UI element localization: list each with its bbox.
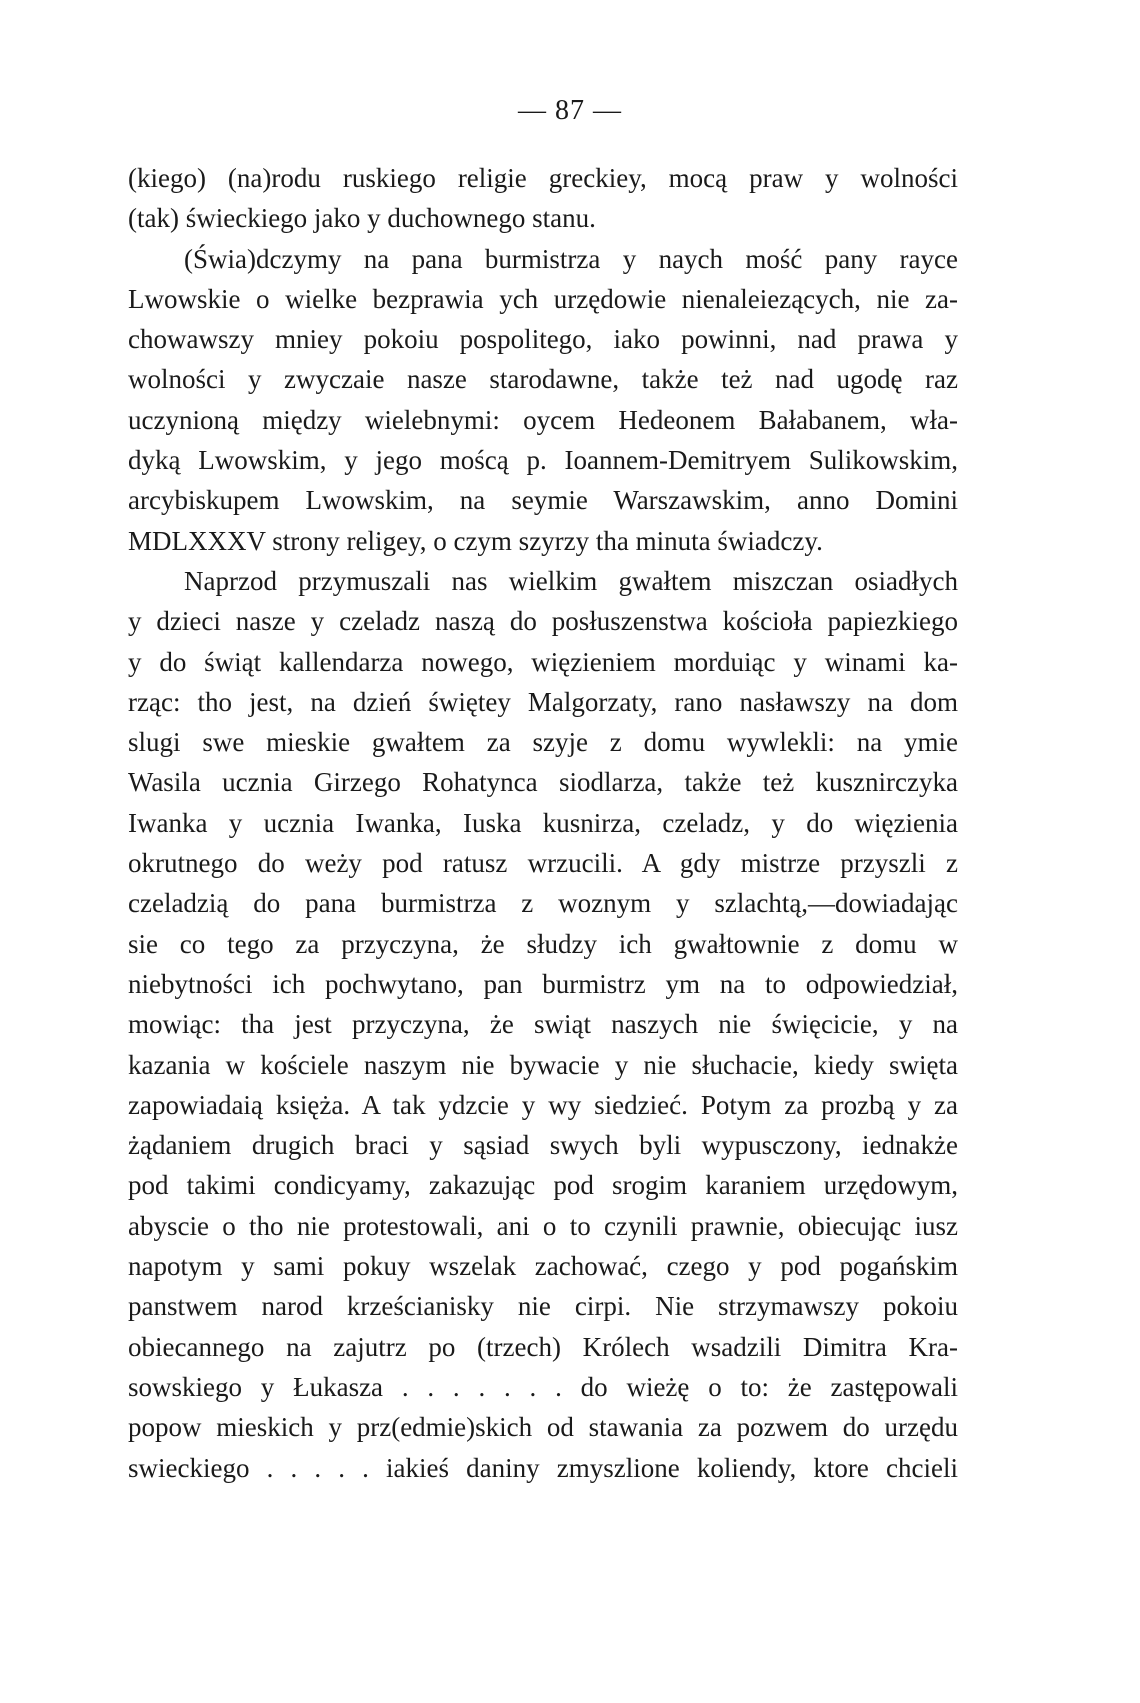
text-line: dyką Lwowskim, y jego moścą p. Ioannem-Demitryem Sulikowskim, bbox=[128, 445, 958, 476]
paragraph-start-line: Naprzod przymuszali nas wielkim gwałtem miszczan osiadłych bbox=[184, 565, 958, 596]
text-line: abyscie o tho nie protestowali, ani o to czynili prawnie, obiecując iusz bbox=[128, 1210, 958, 1241]
paragraph-start-line: (Świa)dczymy na pana burmistrza y naych mość pany rayce bbox=[184, 243, 958, 274]
text-line: sowskiego y Łukasza . . . . . . . do wieżę o to: że zastępowali bbox=[128, 1371, 958, 1402]
text-line: (kiego) (na)rodu ruskiego religie greckiey, mocą praw y wolności bbox=[128, 163, 958, 193]
page-number: — 87 — bbox=[518, 95, 622, 126]
text-line: arcybiskupem Lwowskim, na seymie Warszawskim, anno Domini bbox=[128, 485, 958, 516]
text-line: chowawszy mniey pokoiu pospolitego, iako powinni, nad prawa y bbox=[128, 324, 958, 355]
text-line: okrutnego do weży pod ratusz wrzucili. A gdy mistrze przyszli z bbox=[128, 848, 958, 879]
text-line: swieckiego . . . . . iakieś daniny zmyszlione koliendy, ktore chcieli bbox=[128, 1452, 958, 1483]
text-line: kazania w kościele naszym nie bywacie y nie słuchacie, kiedy swięta bbox=[128, 1049, 958, 1080]
text-line: uczynioną między wielebnymi: oycem Hedeonem Bałabanem, wła- bbox=[128, 404, 958, 435]
text-line: y dzieci nasze y czeladz naszą do posłuszenstwa kościoła papiezkiego bbox=[128, 606, 958, 637]
text-line: panstwem narod krześcianisky nie cirpi. Nie strzymawszy pokoiu bbox=[128, 1291, 958, 1322]
text-line: niebytności ich pochwytano, pan burmistrz ym na to odpowiedział, bbox=[128, 968, 958, 999]
text-line: napotym y sami pokuy wszelak zachować, czego y pod pogańskim bbox=[128, 1251, 958, 1282]
text-line: zapowiadaią księża. A tak ydzcie y wy siedzieć. Potym za prozbą y za bbox=[128, 1089, 958, 1120]
text-line: czeladzią do pana burmistrza z woznym y szlachtą,—dowiadając bbox=[128, 888, 958, 919]
text-line: (tak) świeckiego jako y duchownego stanu. bbox=[128, 203, 596, 234]
text-line: obiecannego na zajutrz po (trzech) Królech wsadzili Dimitra Kra- bbox=[128, 1331, 958, 1362]
text-line: y do świąt kallendarza nowego, więzieniem morduiąc y winami ka- bbox=[128, 646, 958, 677]
text-line: MDLXXXV strony religey, o czym szyrzy tha minuta świadczy. bbox=[128, 525, 823, 556]
text-line: Wasila ucznia Girzego Rohatynca siodlarza, także też kusznirczyka bbox=[128, 767, 958, 798]
text-line: pod takimi condicyamy, zakazując pod srogim karaniem urzędowym, bbox=[128, 1170, 958, 1201]
text-line: mowiąc: tha jest przyczyna, że swiąt naszych nie święcicie, y na bbox=[128, 1009, 958, 1040]
text-line: slugi swe mieskie gwałtem za szyje z domu wywlekli: na ymie bbox=[128, 727, 958, 758]
text-line: sie co tego za przyczyna, że słudzy ich gwałtownie z domu w bbox=[128, 928, 958, 959]
text-line: Lwowskie o wielke bezprawia ych urzędowie nienaleiezących, nie za- bbox=[128, 283, 958, 314]
text-line: popow mieskich y prz(edmie)skich od stawania za pozwem do urzędu bbox=[128, 1412, 958, 1443]
text-line: żądaniem drugich braci y sąsiad swych byli wypusczony, iednakże bbox=[128, 1130, 958, 1161]
body-text bbox=[128, 158, 958, 1488]
text-line: Iwanka y ucznia Iwanka, Iuska kusnirza, czeladz, y do więzienia bbox=[128, 807, 958, 838]
text-line: rząc: tho jest, na dzień świętey Malgorzaty, rano nasławszy na dom bbox=[128, 686, 958, 717]
text-line: wolności y zwyczaie nasze starodawne, także też nad ugodę raz bbox=[128, 364, 958, 395]
